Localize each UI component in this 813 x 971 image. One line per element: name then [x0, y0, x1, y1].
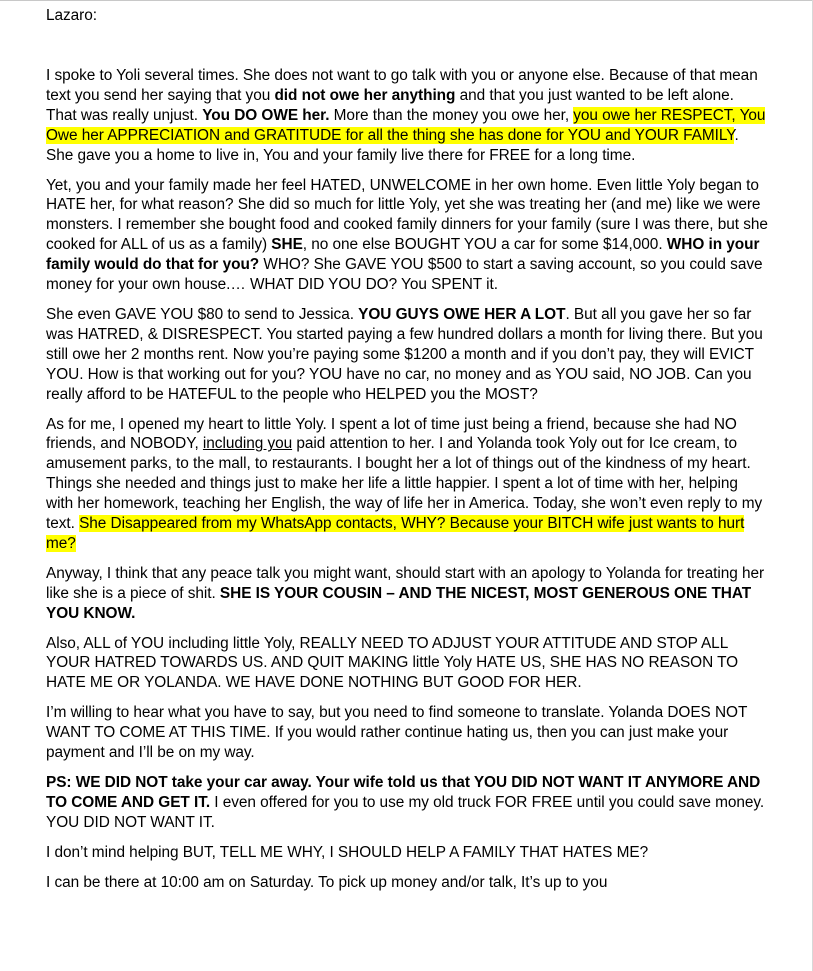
text-run: Yet, you and your family made her feel HATED, UNWELCOME in her own home. Even little Yoly began to HATE her, for what reason? She did so much for little Yoly, yet she was treating her (and me) like we were monsters. I remember she bought food and cooked family dinners for your family (sure I was there, but she cooked for ALL of us as a family) [46, 176, 768, 254]
text-run: I spoke to Yoli several times. She does not want to go talk with you or anyone else. Because of that mean text you send her saying that you [46, 67, 758, 104]
text-run: paid attention to her. I and Yolanda took Yoly out for Ice cream, to amusement parks, to the mall, to restaurants. I bought her a lot of things out of the kindness of my heart. Things she needed and things just to make her life a little happier. I spent a lot of time with her, helping with her homework, teaching her English, the way of life her in America. Today, she won’t even reply to my text. [46, 435, 763, 533]
letter-paragraph [46, 564, 768, 624]
text-run: Also, ALL of YOU including little Yoly, REALLY NEED TO ADJUST YOUR ATTITUDE AND STOP ALL YOUR HATRED TOWARDS US. AND QUIT MAKING little Yoly HATE US, SHE HAS NO REASON TO HATE ME OR YOLANDA. WE HAVE DONE NOTHING BUT GOOD FOR HER. [46, 634, 739, 692]
text-run: I even offered for you to use my old truck FOR FREE until you could save money. YOU DID NOT WANT IT. [46, 793, 765, 831]
text-run: As for me, I opened my heart to little Yoly. I spent a lot of time just being a friend, because she had NO friends, and NOBODY, [46, 415, 737, 453]
bold-text: You DO OWE her. [202, 106, 330, 124]
blank-line-spacer [46, 26, 768, 66]
bold-text: YOU GUYS OWE HER A LOT [358, 305, 566, 323]
highlighted-text: She Disappeared from my WhatsApp contacts, WHY? Because your BITCH wife just wants to hurt me? [46, 515, 745, 552]
salutation: Lazaro: [46, 7, 97, 24]
bold-text: PS: WE DID NOT take your car away. Your wife told us that YOU DID NOT WANT IT ANYMORE AND TO COME AND GET IT. [46, 774, 761, 811]
text-run: , no one else BOUGHT YOU a car for some $14,000. [302, 236, 667, 254]
text-run: I’m willing to hear what you have to say, but you need to find someone to translate. Yolanda DOES NOT WANT TO COME AT THIS TIME. If you would rather continue hating us, then you can just make your payment and I’ll be on my way. [46, 704, 748, 762]
bold-text: SHE [271, 236, 303, 254]
letter-paragraph [46, 66, 768, 166]
highlighted-text: you owe her RESPECT, You Owe her APPRECIATION and GRATITUDE for all the thing she has done for YOU and YOUR FAMILY [46, 106, 766, 144]
letter-paragraph [46, 843, 768, 863]
text-run: Anyway, I think that any peace talk you might want, should start with an apology to Yolanda for treating her like she is a piece of shit. [46, 564, 765, 602]
letter-paragraph [46, 773, 768, 833]
letter-paragraph [46, 305, 768, 405]
underlined-text: including you [202, 435, 293, 453]
text-run: More than the money you owe her, [329, 106, 574, 124]
text-run: I can be there at 10:00 am on Saturday. To pick up money and/or talk, It’s up to you [46, 873, 608, 891]
letter-document [46, 6, 768, 903]
text-run: WHO? She GAVE YOU $500 to start a saving account, so you could save money for your own house.… WHAT DID YOU DO? You SPENT it. [46, 256, 763, 294]
bold-text: WHO in your family would do that for you? [46, 236, 760, 274]
text-run: I don’t mind helping BUT, TELL ME WHY, I SHOULD HELP A FAMILY THAT HATES ME? [46, 843, 649, 861]
letter-paragraph [46, 415, 768, 554]
page-top-border [0, 0, 813, 1]
bold-text: did not owe her anything [274, 86, 456, 104]
text-run: She even GAVE YOU $80 to send to Jessica. [46, 305, 359, 323]
text-run: and that you just wanted to be left alone. That was really unjust. [46, 86, 734, 124]
bold-text: SHE IS YOUR COUSIN – AND THE NICEST, MOST GENEROUS ONE THAT YOU KNOW. [46, 584, 752, 622]
letter-paragraph [46, 176, 768, 295]
text-run: . She gave you a home to live in, You and your family live there for FREE for a long time. [46, 126, 739, 164]
letter-paragraph [46, 634, 768, 694]
text-run: . But all you gave her so far was HATRED, & DISRESPECT. You started paying a few hundred dollars a month for living there. But you still owe her 2 months rent. Now you’re paying some $1200 a month and if you don’t pay, they will EVICT YOU. How is that working out for you? YOU have no car, no money and as YOU said, NO JOB. Can you really afford to be HATEFUL to the people who HELPED you the MOST? [46, 305, 763, 403]
letter-paragraph [46, 703, 768, 763]
letter-paragraph [46, 873, 768, 893]
letter-body [46, 66, 768, 893]
